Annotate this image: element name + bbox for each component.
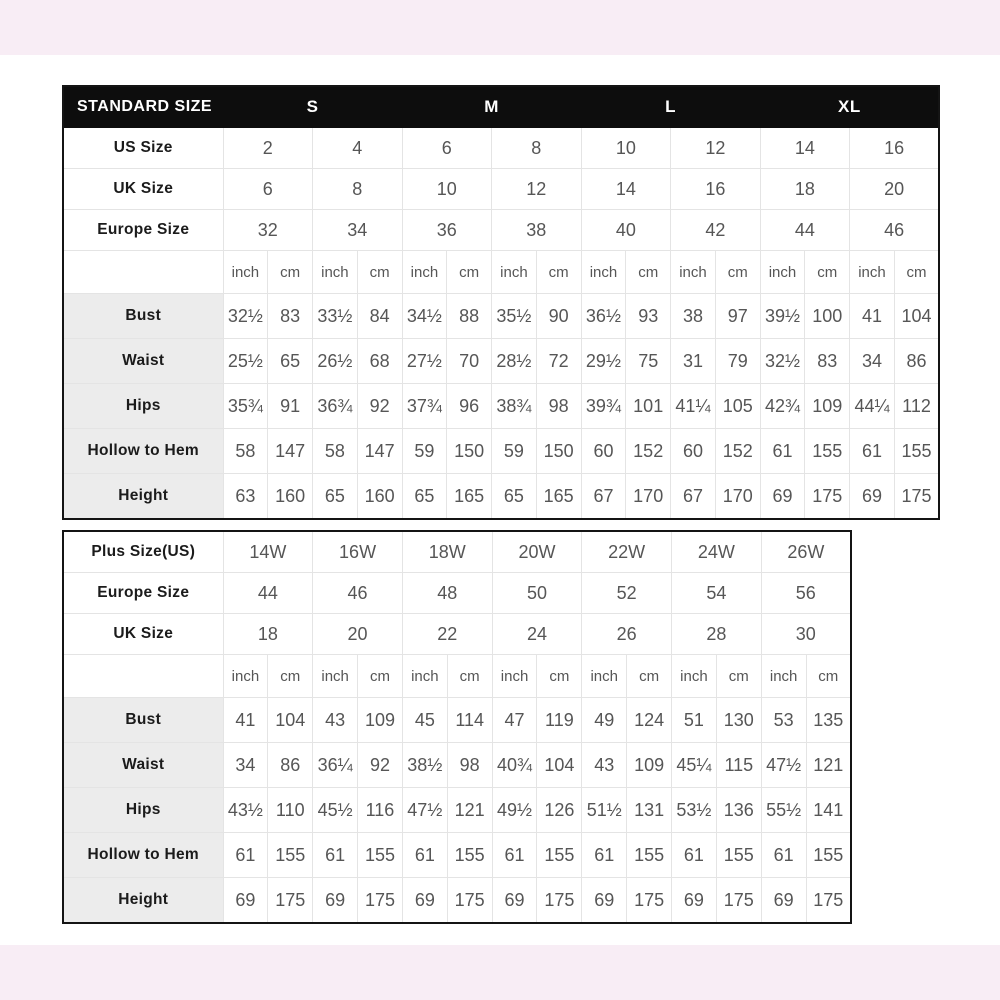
measurement-row xyxy=(63,294,939,339)
measure-cm-cell: 150 xyxy=(536,429,581,474)
measure-inch-cell: 47 xyxy=(492,698,537,743)
measure-inch-cell: 61 xyxy=(761,833,806,878)
row-label: Height xyxy=(63,474,223,520)
measure-cm-cell: 112 xyxy=(894,384,939,429)
measure-inch-cell: 49 xyxy=(582,698,627,743)
size-group-l: L xyxy=(581,86,760,128)
measure-inch-cell: 29½ xyxy=(581,339,626,384)
size-value-cell: 28 xyxy=(672,614,762,655)
size-value-cell: 8 xyxy=(313,169,403,210)
measure-cm-cell: 115 xyxy=(716,743,761,788)
size-row xyxy=(63,614,851,655)
measure-cm-cell: 130 xyxy=(716,698,761,743)
measure-cm-cell: 155 xyxy=(447,833,492,878)
size-value-cell: 22 xyxy=(402,614,492,655)
measure-inch-cell: 33½ xyxy=(313,294,358,339)
measure-inch-cell: 47½ xyxy=(761,743,806,788)
measure-cm-cell: 84 xyxy=(357,294,402,339)
size-value-cell: 52 xyxy=(582,573,672,614)
unit-inch-label: inch xyxy=(402,251,447,294)
measure-inch-cell: 32½ xyxy=(760,339,805,384)
size-value-cell: 20W xyxy=(492,531,582,573)
measure-cm-cell: 165 xyxy=(536,474,581,520)
measure-inch-cell: 61 xyxy=(492,833,537,878)
measure-inch-cell: 67 xyxy=(581,474,626,520)
measure-cm-cell: 83 xyxy=(805,339,850,384)
size-group-xl: XL xyxy=(760,86,939,128)
size-group-s: S xyxy=(223,86,402,128)
size-value-cell: 12 xyxy=(492,169,582,210)
measure-cm-cell: 70 xyxy=(447,339,492,384)
measure-inch-cell: 35¾ xyxy=(223,384,268,429)
measure-cm-cell: 104 xyxy=(268,698,313,743)
measure-cm-cell: 86 xyxy=(268,743,313,788)
measure-inch-cell: 69 xyxy=(313,878,358,924)
measure-inch-cell: 34 xyxy=(850,339,895,384)
measure-cm-cell: 92 xyxy=(357,384,402,429)
measure-cm-cell: 160 xyxy=(268,474,313,520)
size-value-cell: 18W xyxy=(402,531,492,573)
measure-inch-cell: 44¼ xyxy=(850,384,895,429)
measure-cm-cell: 175 xyxy=(805,474,850,520)
measurement-row xyxy=(63,878,851,924)
measure-inch-cell: 55½ xyxy=(761,788,806,833)
unit-inch-label: inch xyxy=(672,655,717,698)
measure-cm-cell: 155 xyxy=(627,833,672,878)
measurement-row xyxy=(63,743,851,788)
unit-cm-label: cm xyxy=(447,655,492,698)
row-label: Waist xyxy=(63,339,223,384)
measure-cm-cell: 175 xyxy=(447,878,492,924)
measure-inch-cell: 38½ xyxy=(402,743,447,788)
plus-size-table xyxy=(62,530,852,924)
measure-cm-cell: 68 xyxy=(357,339,402,384)
unit-cm-label: cm xyxy=(536,251,581,294)
measure-inch-cell: 41 xyxy=(223,698,268,743)
row-label: Europe Size xyxy=(63,210,223,251)
standard-size-title: STANDARD SIZE xyxy=(63,86,223,128)
unit-inch-label: inch xyxy=(492,655,537,698)
measure-cm-cell: 155 xyxy=(268,833,313,878)
measurement-row xyxy=(63,429,939,474)
measure-cm-cell: 92 xyxy=(358,743,403,788)
unit-inch-label: inch xyxy=(223,251,268,294)
measure-cm-cell: 98 xyxy=(536,384,581,429)
unit-cm-label: cm xyxy=(537,655,582,698)
measure-inch-cell: 61 xyxy=(760,429,805,474)
size-value-cell: 4 xyxy=(313,128,403,169)
row-label: UK Size xyxy=(63,614,223,655)
row-label: Hips xyxy=(63,384,223,429)
standard-size-table xyxy=(62,85,940,520)
measure-cm-cell: 170 xyxy=(626,474,671,520)
measure-cm-cell: 104 xyxy=(894,294,939,339)
measurement-row xyxy=(63,384,939,429)
size-row xyxy=(63,573,851,614)
row-label: Europe Size xyxy=(63,573,223,614)
measure-inch-cell: 69 xyxy=(672,878,717,924)
size-value-cell: 6 xyxy=(402,128,492,169)
measure-inch-cell: 32½ xyxy=(223,294,268,339)
measure-cm-cell: 109 xyxy=(358,698,403,743)
measure-cm-cell: 170 xyxy=(715,474,760,520)
measure-cm-cell: 72 xyxy=(536,339,581,384)
top-pink-band xyxy=(0,0,1000,55)
measure-inch-cell: 69 xyxy=(223,878,268,924)
measure-inch-cell: 65 xyxy=(492,474,537,520)
unit-row-empty-label xyxy=(63,251,223,294)
row-label: UK Size xyxy=(63,169,223,210)
size-value-cell: 18 xyxy=(223,614,313,655)
size-value-cell: 32 xyxy=(223,210,313,251)
measure-inch-cell: 65 xyxy=(402,474,447,520)
size-value-cell: 24 xyxy=(492,614,582,655)
measure-cm-cell: 83 xyxy=(268,294,313,339)
measure-inch-cell: 41 xyxy=(850,294,895,339)
unit-cm-label: cm xyxy=(358,655,403,698)
measure-cm-cell: 165 xyxy=(447,474,492,520)
size-value-cell: 10 xyxy=(581,128,671,169)
size-value-cell: 16 xyxy=(850,128,940,169)
measure-inch-cell: 35½ xyxy=(492,294,537,339)
measurement-row xyxy=(63,788,851,833)
measure-cm-cell: 141 xyxy=(806,788,851,833)
measure-inch-cell: 61 xyxy=(850,429,895,474)
unit-cm-label: cm xyxy=(357,251,402,294)
row-label: US Size xyxy=(63,128,223,169)
measure-inch-cell: 61 xyxy=(672,833,717,878)
unit-inch-label: inch xyxy=(581,251,626,294)
row-label: Height xyxy=(63,878,223,924)
measure-cm-cell: 109 xyxy=(627,743,672,788)
measure-inch-cell: 58 xyxy=(223,429,268,474)
measure-cm-cell: 88 xyxy=(447,294,492,339)
row-label: Waist xyxy=(63,743,223,788)
size-value-cell: 46 xyxy=(850,210,940,251)
size-value-cell: 14 xyxy=(581,169,671,210)
measure-inch-cell: 63 xyxy=(223,474,268,520)
measure-cm-cell: 152 xyxy=(626,429,671,474)
measure-cm-cell: 155 xyxy=(716,833,761,878)
bottom-pink-band xyxy=(0,945,1000,1000)
measure-inch-cell: 27½ xyxy=(402,339,447,384)
measure-cm-cell: 109 xyxy=(805,384,850,429)
unit-cm-label: cm xyxy=(805,251,850,294)
measure-inch-cell: 69 xyxy=(402,878,447,924)
measure-inch-cell: 61 xyxy=(582,833,627,878)
measure-inch-cell: 69 xyxy=(492,878,537,924)
measure-inch-cell: 39½ xyxy=(760,294,805,339)
unit-cm-label: cm xyxy=(716,655,761,698)
size-value-cell: 16W xyxy=(313,531,403,573)
size-group-m: M xyxy=(402,86,581,128)
measure-inch-cell: 59 xyxy=(492,429,537,474)
measure-cm-cell: 175 xyxy=(806,878,851,924)
measure-inch-cell: 49½ xyxy=(492,788,537,833)
measure-cm-cell: 121 xyxy=(447,788,492,833)
measure-cm-cell: 65 xyxy=(268,339,313,384)
unit-cm-label: cm xyxy=(447,251,492,294)
size-value-cell: 20 xyxy=(313,614,403,655)
measure-cm-cell: 114 xyxy=(447,698,492,743)
unit-row-empty-label xyxy=(63,655,223,698)
size-value-cell: 26W xyxy=(761,531,851,573)
measure-cm-cell: 147 xyxy=(357,429,402,474)
measure-cm-cell: 135 xyxy=(806,698,851,743)
size-value-cell: 40 xyxy=(581,210,671,251)
measure-cm-cell: 155 xyxy=(358,833,403,878)
measure-cm-cell: 160 xyxy=(357,474,402,520)
size-value-cell: 50 xyxy=(492,573,582,614)
measure-cm-cell: 119 xyxy=(537,698,582,743)
measure-inch-cell: 38¾ xyxy=(492,384,537,429)
size-value-cell: 8 xyxy=(492,128,582,169)
measure-cm-cell: 100 xyxy=(805,294,850,339)
measure-inch-cell: 60 xyxy=(671,429,716,474)
measure-cm-cell: 121 xyxy=(806,743,851,788)
measure-inch-cell: 61 xyxy=(223,833,268,878)
measure-cm-cell: 75 xyxy=(626,339,671,384)
row-label: Hips xyxy=(63,788,223,833)
size-value-cell: 48 xyxy=(402,573,492,614)
measure-inch-cell: 31 xyxy=(671,339,716,384)
measure-inch-cell: 25½ xyxy=(223,339,268,384)
measure-cm-cell: 104 xyxy=(537,743,582,788)
measure-inch-cell: 53 xyxy=(761,698,806,743)
measure-cm-cell: 175 xyxy=(358,878,403,924)
size-value-cell: 6 xyxy=(223,169,313,210)
measure-cm-cell: 116 xyxy=(358,788,403,833)
size-value-cell: 56 xyxy=(761,573,851,614)
unit-inch-label: inch xyxy=(223,655,268,698)
measure-cm-cell: 155 xyxy=(537,833,582,878)
measure-cm-cell: 150 xyxy=(447,429,492,474)
measure-inch-cell: 28½ xyxy=(492,339,537,384)
size-value-cell: 12 xyxy=(671,128,761,169)
size-row xyxy=(63,128,939,169)
measure-inch-cell: 67 xyxy=(671,474,716,520)
size-value-cell: 10 xyxy=(402,169,492,210)
measure-inch-cell: 47½ xyxy=(402,788,447,833)
measure-cm-cell: 155 xyxy=(894,429,939,474)
unit-inch-label: inch xyxy=(313,251,358,294)
size-value-cell: 44 xyxy=(760,210,850,251)
measure-inch-cell: 51 xyxy=(672,698,717,743)
measure-inch-cell: 41¼ xyxy=(671,384,716,429)
measure-inch-cell: 43 xyxy=(582,743,627,788)
measure-cm-cell: 152 xyxy=(715,429,760,474)
size-value-cell: 14W xyxy=(223,531,313,573)
measure-cm-cell: 124 xyxy=(627,698,672,743)
measurement-row xyxy=(63,833,851,878)
measure-cm-cell: 175 xyxy=(268,878,313,924)
unit-cm-label: cm xyxy=(715,251,760,294)
measure-cm-cell: 90 xyxy=(536,294,581,339)
measure-inch-cell: 60 xyxy=(581,429,626,474)
size-value-cell: 14 xyxy=(760,128,850,169)
measure-inch-cell: 61 xyxy=(402,833,447,878)
measure-cm-cell: 155 xyxy=(805,429,850,474)
measure-inch-cell: 69 xyxy=(582,878,627,924)
unit-inch-label: inch xyxy=(671,251,716,294)
measure-cm-cell: 126 xyxy=(537,788,582,833)
measure-cm-cell: 105 xyxy=(715,384,760,429)
unit-inch-label: inch xyxy=(760,251,805,294)
measure-cm-cell: 98 xyxy=(447,743,492,788)
unit-row xyxy=(63,251,939,294)
measure-inch-cell: 36½ xyxy=(581,294,626,339)
measure-cm-cell: 175 xyxy=(537,878,582,924)
measure-cm-cell: 101 xyxy=(626,384,671,429)
measure-cm-cell: 136 xyxy=(716,788,761,833)
row-label: Bust xyxy=(63,698,223,743)
size-value-cell: 34 xyxy=(313,210,403,251)
measure-inch-cell: 42¾ xyxy=(760,384,805,429)
measure-inch-cell: 65 xyxy=(313,474,358,520)
unit-inch-label: inch xyxy=(313,655,358,698)
measurement-row xyxy=(63,474,939,520)
unit-inch-label: inch xyxy=(492,251,537,294)
unit-inch-label: inch xyxy=(850,251,895,294)
measure-inch-cell: 34 xyxy=(223,743,268,788)
measure-cm-cell: 91 xyxy=(268,384,313,429)
measure-cm-cell: 93 xyxy=(626,294,671,339)
measure-cm-cell: 110 xyxy=(268,788,313,833)
size-value-cell: 36 xyxy=(402,210,492,251)
measure-cm-cell: 96 xyxy=(447,384,492,429)
measurement-row xyxy=(63,339,939,384)
size-value-cell: 46 xyxy=(313,573,403,614)
measure-inch-cell: 43 xyxy=(313,698,358,743)
measure-inch-cell: 58 xyxy=(313,429,358,474)
measure-inch-cell: 69 xyxy=(760,474,805,520)
measure-cm-cell: 175 xyxy=(716,878,761,924)
unit-inch-label: inch xyxy=(761,655,806,698)
measure-inch-cell: 34½ xyxy=(402,294,447,339)
measure-inch-cell: 36¾ xyxy=(313,384,358,429)
measurement-row xyxy=(63,698,851,743)
size-value-cell: 44 xyxy=(223,573,313,614)
unit-cm-label: cm xyxy=(626,251,671,294)
measure-inch-cell: 45¼ xyxy=(672,743,717,788)
size-value-cell: 2 xyxy=(223,128,313,169)
size-value-cell: 30 xyxy=(761,614,851,655)
size-value-cell: 42 xyxy=(671,210,761,251)
measure-cm-cell: 79 xyxy=(715,339,760,384)
unit-inch-label: inch xyxy=(402,655,447,698)
size-value-cell: 18 xyxy=(760,169,850,210)
measure-cm-cell: 175 xyxy=(894,474,939,520)
measure-inch-cell: 45 xyxy=(402,698,447,743)
measure-inch-cell: 40¾ xyxy=(492,743,537,788)
measure-inch-cell: 39¾ xyxy=(581,384,626,429)
size-row xyxy=(63,210,939,251)
unit-cm-label: cm xyxy=(268,251,313,294)
measure-inch-cell: 51½ xyxy=(582,788,627,833)
measure-inch-cell: 45½ xyxy=(313,788,358,833)
size-value-cell: 26 xyxy=(582,614,672,655)
measure-inch-cell: 26½ xyxy=(313,339,358,384)
unit-row xyxy=(63,655,851,698)
row-label: Hollow to Hem xyxy=(63,429,223,474)
unit-cm-label: cm xyxy=(806,655,851,698)
unit-cm-label: cm xyxy=(268,655,313,698)
measure-inch-cell: 69 xyxy=(850,474,895,520)
row-label: Hollow to Hem xyxy=(63,833,223,878)
measure-cm-cell: 131 xyxy=(627,788,672,833)
measure-inch-cell: 36¼ xyxy=(313,743,358,788)
measure-cm-cell: 155 xyxy=(806,833,851,878)
measure-inch-cell: 69 xyxy=(761,878,806,924)
row-label: Bust xyxy=(63,294,223,339)
measure-cm-cell: 97 xyxy=(715,294,760,339)
unit-cm-label: cm xyxy=(627,655,672,698)
measure-inch-cell: 61 xyxy=(313,833,358,878)
unit-inch-label: inch xyxy=(582,655,627,698)
size-value-cell: 22W xyxy=(582,531,672,573)
row-label: Plus Size(US) xyxy=(63,531,223,573)
size-value-cell: 54 xyxy=(672,573,762,614)
measure-cm-cell: 86 xyxy=(894,339,939,384)
size-value-cell: 16 xyxy=(671,169,761,210)
measure-inch-cell: 37¾ xyxy=(402,384,447,429)
measure-inch-cell: 38 xyxy=(671,294,716,339)
size-row xyxy=(63,169,939,210)
unit-cm-label: cm xyxy=(894,251,939,294)
measure-cm-cell: 175 xyxy=(627,878,672,924)
size-value-cell: 24W xyxy=(672,531,762,573)
measure-inch-cell: 59 xyxy=(402,429,447,474)
measure-cm-cell: 147 xyxy=(268,429,313,474)
size-group-header-row xyxy=(63,86,939,128)
size-value-cell: 38 xyxy=(492,210,582,251)
measure-inch-cell: 53½ xyxy=(672,788,717,833)
size-value-cell: 20 xyxy=(850,169,940,210)
size-row xyxy=(63,531,851,573)
measure-inch-cell: 43½ xyxy=(223,788,268,833)
